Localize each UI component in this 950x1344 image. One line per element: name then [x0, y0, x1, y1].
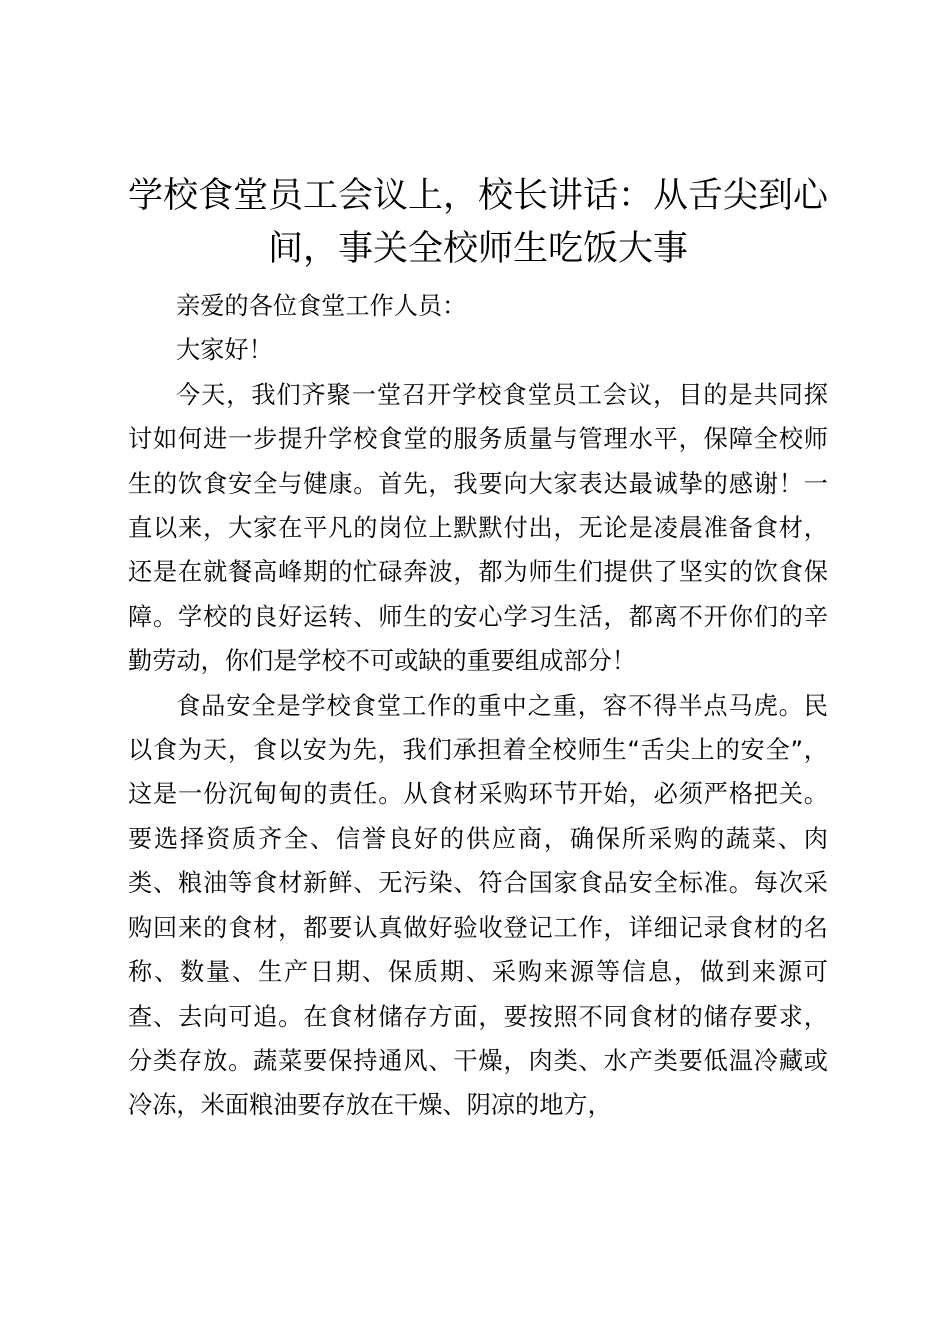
hello: 大家好！	[176, 336, 273, 365]
greeting: 亲爱的各位食堂工作人员：	[176, 292, 467, 320]
title-line-1: 学校食堂员工会议上，校长讲话：从舌尖到心	[128, 176, 829, 216]
paragraph-gratitude: 今天，我们齐聚一堂召开学校食堂员工会议，目的是共同探讨如何进一步提升学校食堂的服务质量与管理水平，保障全校师生的饮食安全与健康。首先，我要向大家表达最诚挚的感谢！一直以来，大家在平凡的岗位上默默付出，无论是凌晨准备食材，还是在就餐高峰期的忙碌奔波，都为师生们提供了坚实的饮食保障。学校的良好运转、师生的安心学习生活，都离不开你们的辛勤劳动，你们是学校不可或缺的重要组成部分！	[128, 380, 828, 676]
title-line-2: 间，事关全校师生吃饭大事	[267, 229, 688, 269]
document-body	[128, 284, 828, 1128]
document-title	[128, 170, 828, 276]
document-page	[128, 170, 828, 1128]
paragraph-food-safety: 食品安全是学校食堂工作的重中之重，容不得半点马虎。民以食为天，食以安为先，我们承担着全校师生“舌尖上的安全”，这是一份沉甸甸的责任。从食材采购环节开始，必须严格把关。要选择资质齐全、信誉良好的供应商，确保所采购的蔬菜、肉类、粮油等食材新鲜、无污染、符合国家食品安全标准。每次采购回来的食材，都要认真做好验收登记工作，详细记录食材的名称、数量、生产日期、保质期、采购来源等信息，做到来源可查、去向可追。在食材储存方面，要按照不同食材的储存要求，分类存放。蔬菜要保持通风、干燥，肉类、水产类要低温冷藏或冷冻，米面粮油要存放在干燥、阴凉的地方，	[128, 691, 828, 1120]
